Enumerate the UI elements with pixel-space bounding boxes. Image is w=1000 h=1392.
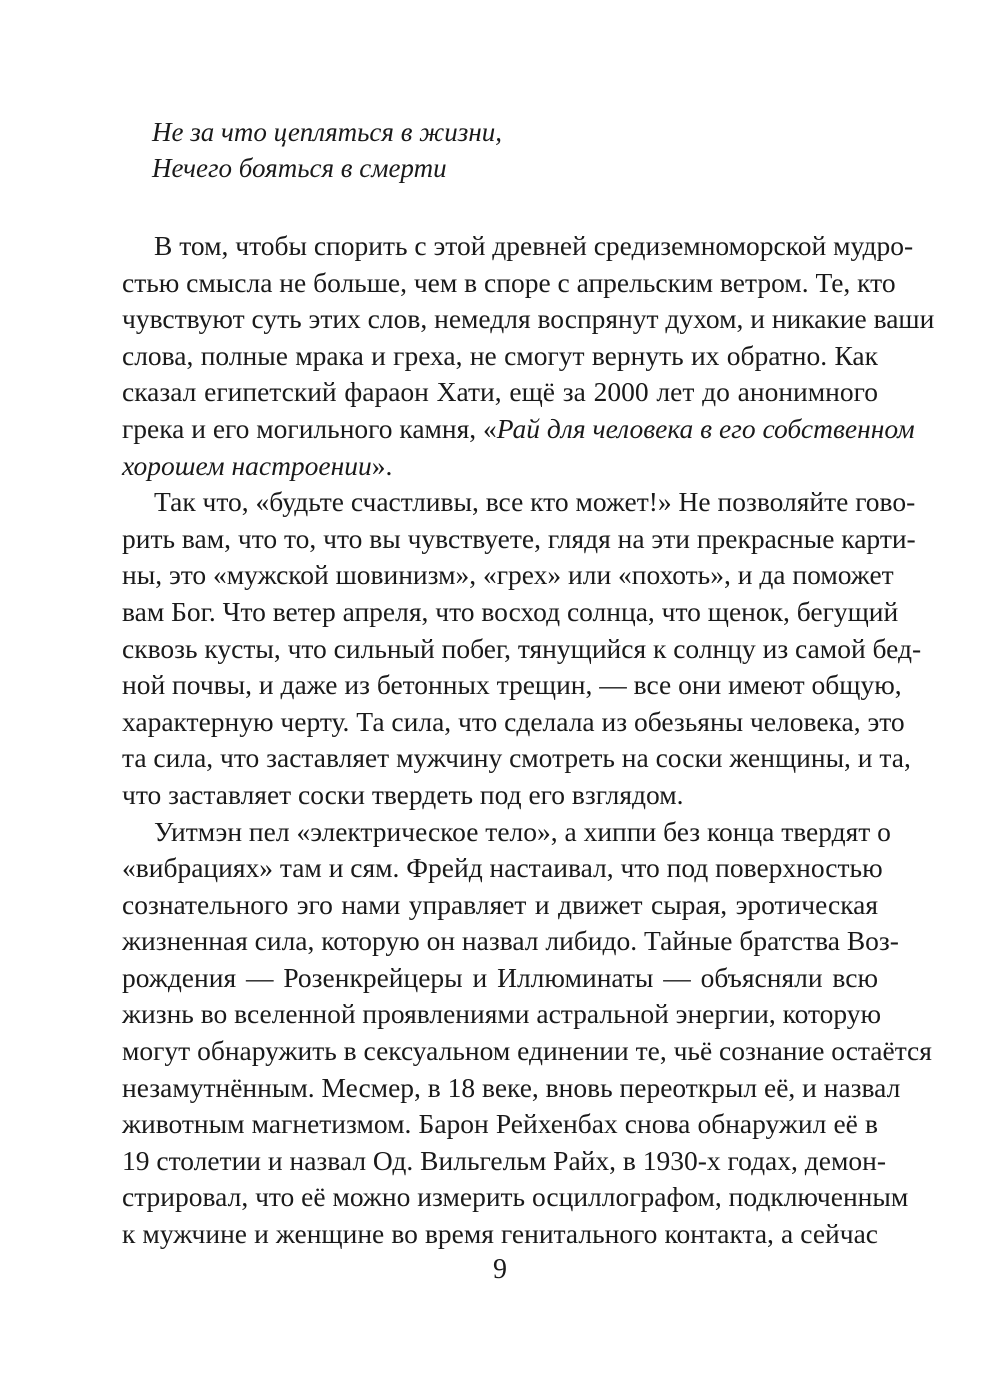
text-line: 19 столетии и назвал Од. Вильгельм Райх, в 1930-х годах, демон-: [122, 1144, 886, 1176]
text-line: чувствуют суть этих слов, немедля воспрянут духом, и никакие ваши: [122, 303, 935, 335]
text-segment: ».: [371, 449, 393, 481]
text-line: жизнь во вселенной проявлениями астральной энергии, которую: [122, 998, 882, 1030]
text-line: ной почвы, и даже из бетонных трещин, — все они имеют общую,: [122, 669, 902, 701]
quote-italic: Рай для человека в его собственном: [496, 412, 915, 444]
paragraph: [122, 814, 932, 1253]
epigraph-line: Не за что цепляться в жизни,: [152, 117, 502, 147]
text-line: стрировал, что её можно измерить осциллографом, подключенным: [122, 1181, 909, 1213]
paragraph: [122, 228, 935, 484]
text-line: ны, это «мужской шовинизм», «грех» или «похоть», и да поможет: [122, 559, 894, 591]
text-line: животным магнетизмом. Барон Рейхенбах снова обнаружил её в: [122, 1108, 878, 1140]
text-line: жизненная сила, которую он назвал либидо. Тайные братства Воз-: [122, 925, 899, 957]
text-line: к мужчине и женщине во время генитального контакта, а сейчас: [122, 1218, 878, 1250]
text-line: рождения — Розенкрейцеры и Иллюминаты — объясняли всю: [122, 961, 878, 993]
page-number: 9: [493, 1254, 507, 1285]
text-line: что заставляет соски твердеть под его взглядом.: [122, 778, 684, 810]
text-line: В том, чтобы спорить с этой древней средиземноморской мудро-: [154, 230, 914, 261]
epigraph: [152, 114, 852, 186]
text-line: «вибрациях» там и сям. Фрейд настаивал, что под поверхностью: [122, 852, 883, 884]
epigraph-line: Нечего бояться в смерти: [152, 153, 447, 183]
text-line: Так что, «будьте счастливы, все кто может!» Не позволяйте гово-: [154, 486, 916, 518]
text-line: сказал египетский фараон Хати, ещё за 2000 лет до анонимного: [122, 376, 878, 408]
text-line: стью смысла не больше, чем в споре с апрельским ветром. Те, кто: [122, 266, 896, 298]
paragraph: [122, 484, 922, 813]
text-line: [122, 411, 915, 448]
text-line: сквозь кусты, что сильный побег, тянущийся к солнцу из самой бед-: [122, 632, 922, 664]
text-line: характерную черту. Та сила, что сделала из обезьяны человека, это: [122, 705, 905, 737]
quote-italic: хорошем настроении: [122, 449, 372, 481]
text-line: [122, 448, 878, 485]
text-line: могут обнаружить в сексуальном единении те, чьё сознание остаётся: [122, 1035, 932, 1067]
text-line: сознательного эго нами управляет и движет сырая, эротическая: [122, 888, 878, 920]
body-text: [122, 228, 935, 1253]
text-line: слова, полные мрака и греха, не смогут вернуть их обратно. Как: [122, 339, 878, 371]
text-line: Уитмэн пел «электрическое тело», а хиппи без конца твердят о: [154, 815, 891, 847]
text-line: вам Бог. Что ветер апреля, что восход солнца, что щенок, бегущий: [122, 595, 899, 627]
text-line: рить вам, что то, что вы чувствуете, глядя на эти прекрасные карти-: [122, 522, 916, 554]
text-segment: грека и его могильного камня, «: [122, 412, 497, 444]
text-line: та сила, что заставляет мужчину смотреть на соски женщины, и та,: [122, 742, 911, 774]
text-line: незамутнённым. Месмер, в 18 веке, вновь переоткрыл её, и назвал: [122, 1071, 901, 1103]
